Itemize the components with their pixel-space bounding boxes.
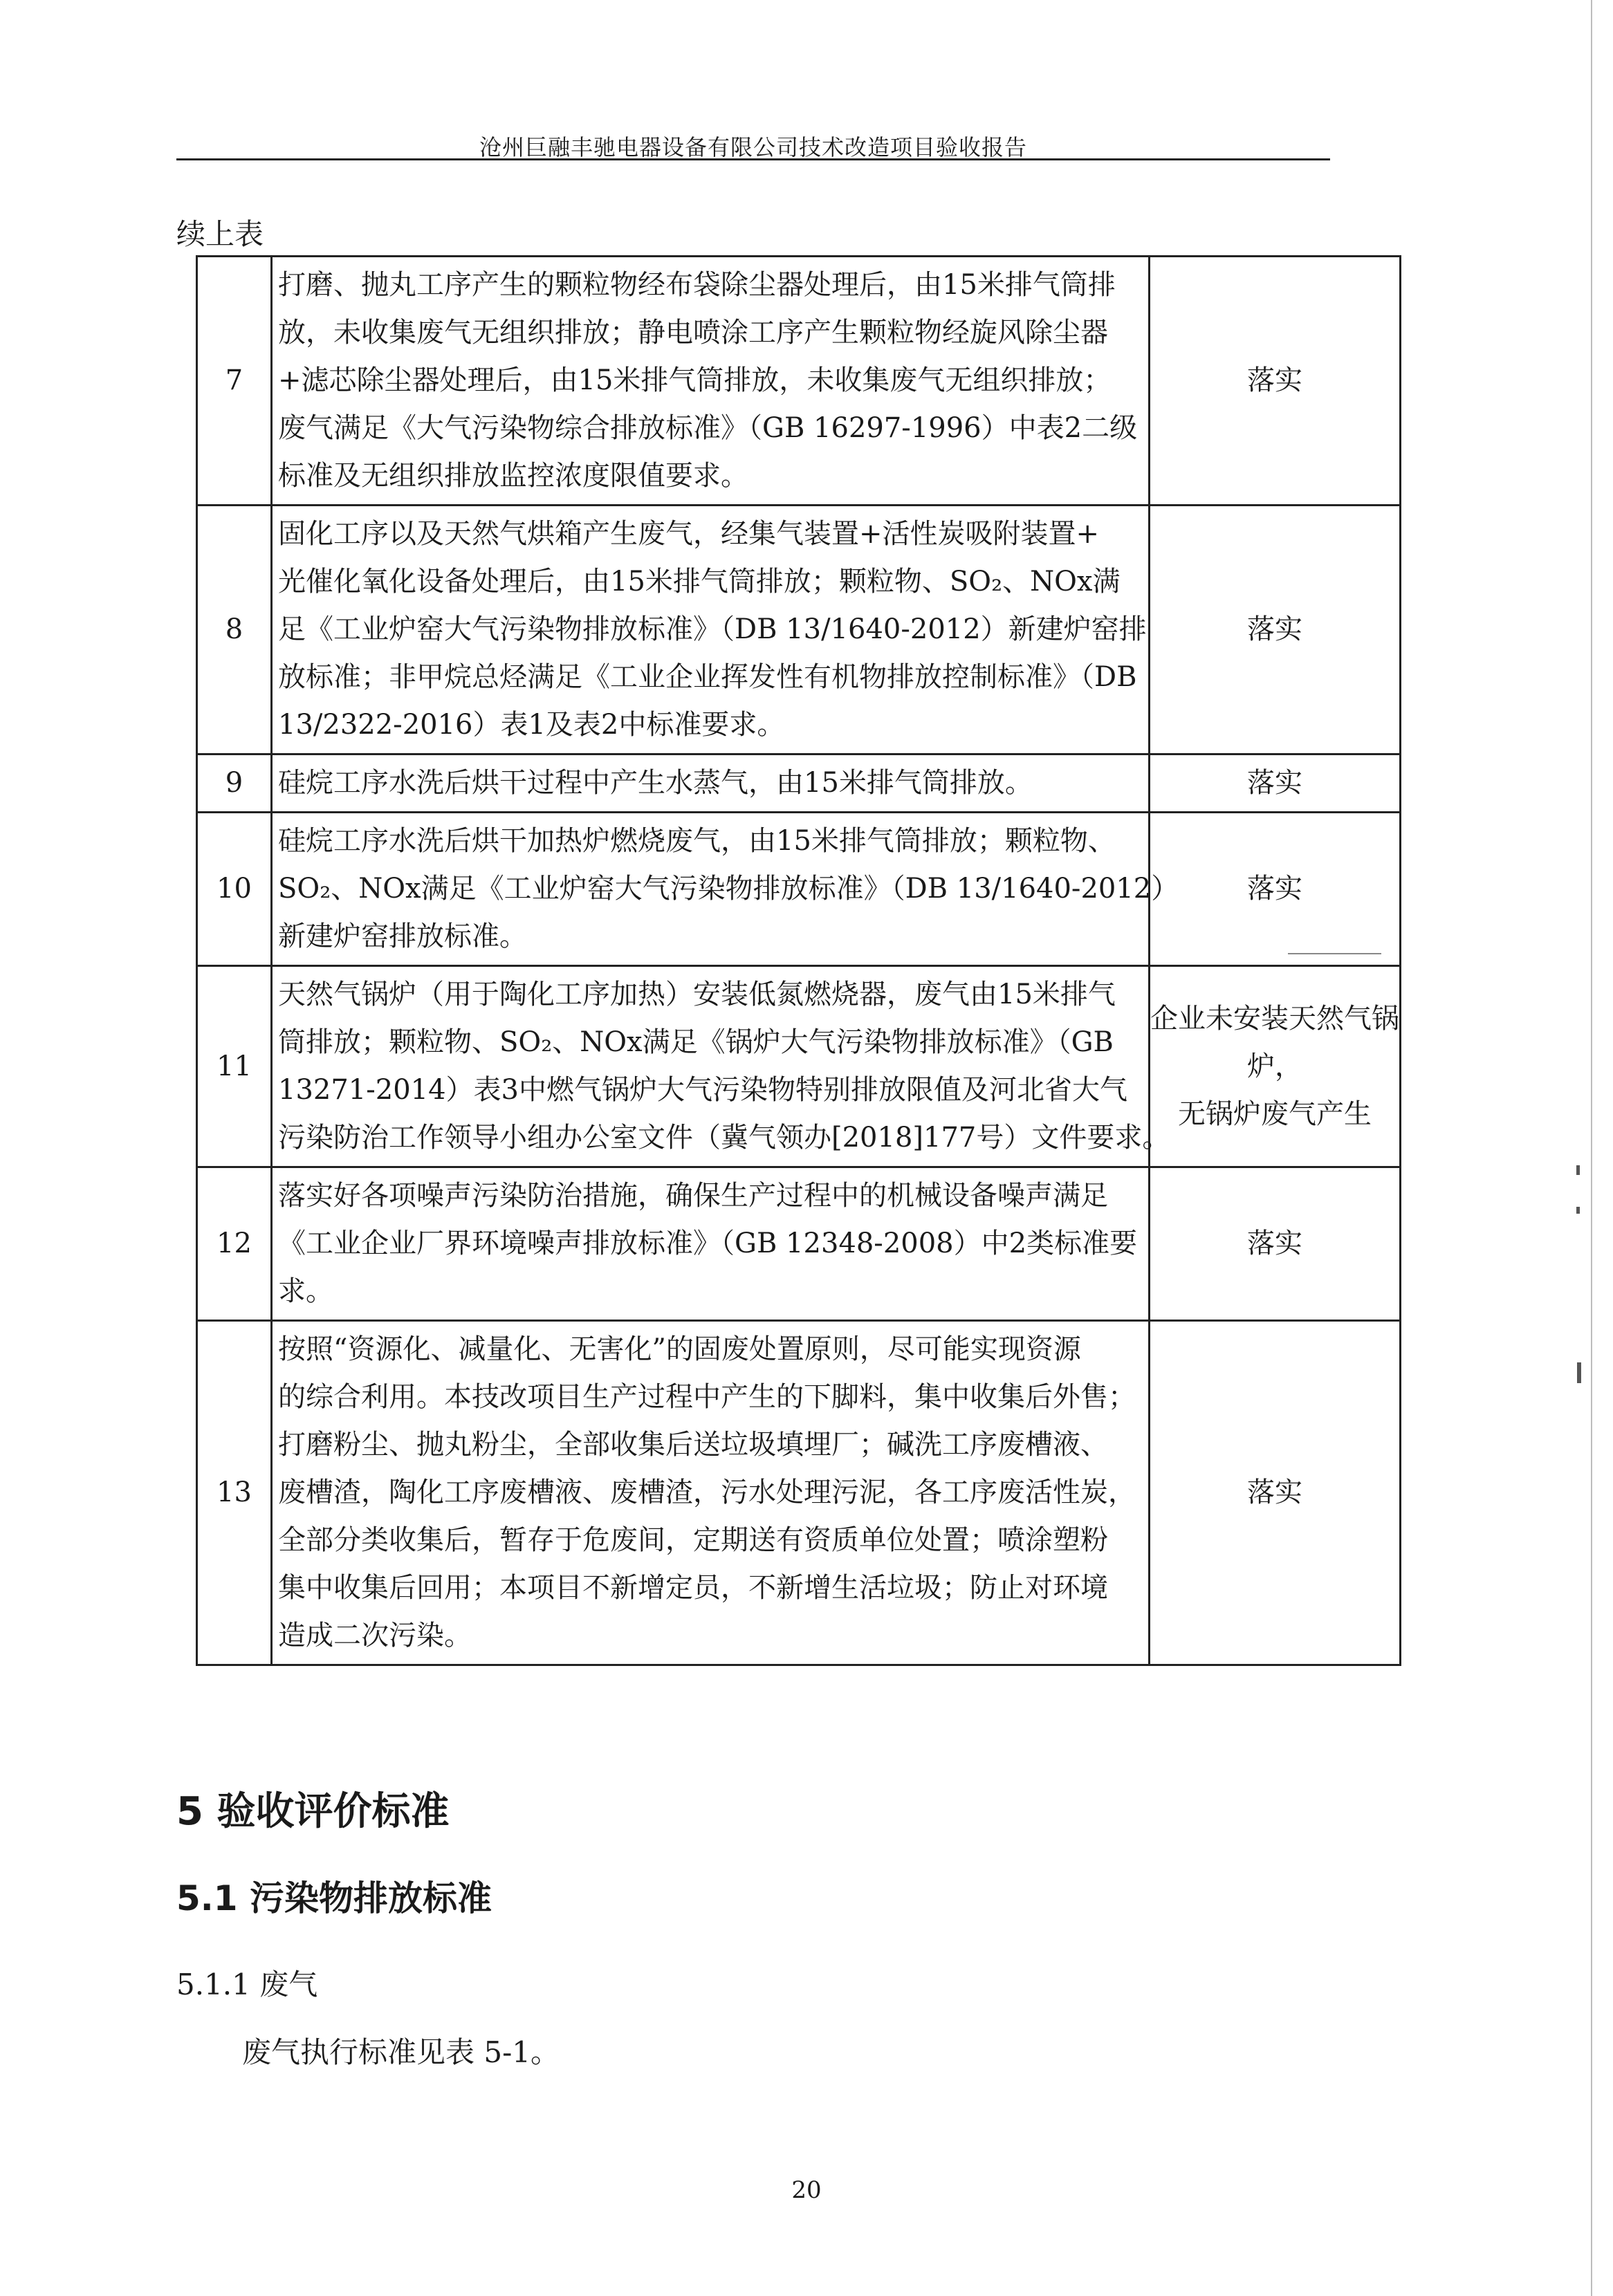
requirement-line: 13271-2014）表3中燃气锅炉大气污染物特别排放限值及河北省大气 [278,1074,1128,1106]
requirement-line: 全部分类收集后，暂存于危废间，定期送有资质单位处置；喷涂塑粉 [278,1524,1108,1556]
status-line: 落实 [1247,767,1302,799]
status-line: 落实 [1247,1476,1302,1508]
implementation-status [1150,257,1401,506]
scan-mark [1577,1362,1581,1383]
status-line: 无锅炉废气产生 [1178,1098,1372,1130]
table-row [197,257,1401,506]
implementation-status [1150,813,1401,966]
status-line: 企业未安装天然气锅炉， [1150,1002,1399,1082]
requirement-line: 的综合利用。本技改项目生产过程中产生的下脚料，集中收集后外售； [278,1381,1136,1413]
requirement-line: 落实好各项噪声污染防治措施，确保生产过程中的机械设备噪声满足 [278,1180,1108,1212]
implementation-status [1150,1321,1401,1665]
table-row [197,813,1401,966]
requirement-line: 废槽渣，陶化工序废槽液、废槽渣，污水处理污泥，各工序废活性炭， [278,1476,1136,1508]
requirement-line: 天然气锅炉（用于陶化工序加热）安装低氮燃烧器，废气由15米排气 [278,979,1116,1010]
table-row [197,754,1401,813]
requirement-line: 打磨、抛丸工序产生的颗粒物经布袋除尘器处理后，由15米排气筒排 [278,269,1116,301]
section-heading-5-1: 5.1 污染物排放标准 [176,1878,492,1918]
header-divider [176,158,1330,160]
table-row [197,1167,1401,1321]
status-line: 落实 [1247,364,1302,396]
table-continuation-label: 续上表 [176,217,264,251]
requirement-line: 光催化氧化设备处理后，由15米排气筒排放；颗粒物、SO₂、NOx满 [278,566,1121,598]
implementation-status [1150,966,1401,1167]
scan-mark [1288,953,1381,954]
requirement-line: 按照“资源化、减量化、无害化”的固废处置原则，尽可能实现资源 [278,1333,1081,1365]
requirement-line: 固化工序以及天然气烘箱产生废气，经集气装置+活性炭吸附装置+ [278,518,1100,550]
scan-edge-line [1591,0,1592,2296]
implementation-status [1150,754,1401,813]
requirement-line: 求。 [278,1275,333,1307]
requirement-line: 放，未收集废气无组织排放；静电喷涂工序产生颗粒物经旋风除尘器 [278,317,1108,349]
requirement-line: 污染防治工作领导小组办公室文件（冀气领办[2018]177号）文件要求。 [278,1122,1170,1154]
table-row [197,966,1401,1167]
table-row [197,1321,1401,1665]
requirement-line: 硅烷工序水洗后烘干加热炉燃烧废气，由15米排气筒排放；颗粒物、 [278,825,1116,857]
implementation-status [1150,1167,1401,1321]
section-heading-5: 5 验收评价标准 [176,1789,450,1834]
section-heading-5-1-1: 5.1.1 废气 [176,1968,318,2001]
requirement-line: 废气满足《大气污染物综合排放标准》（GB 16297-1996）中表2二级 [278,412,1138,444]
requirement-line: 《工业企业厂界环境噪声排放标准》（GB 12348-2008）中2类标准要 [278,1228,1138,1259]
report-header-title: 沧州巨融丰驰电器设备有限公司技术改造项目验收报告 [479,134,1027,160]
row-number: 9 [197,754,272,813]
requirement-line: 标准及无组织排放监控浓度限值要求。 [278,460,748,492]
requirement-description [272,506,1150,754]
requirements-table-body [197,257,1401,1665]
requirement-line: 筒排放；颗粒物、SO₂、NOx满足《锅炉大气污染物排放标准》（GB [278,1026,1114,1058]
requirement-line: 足《工业炉窑大气污染物排放标准》（DB 13/1640-2012）新建炉窑排 [278,613,1147,645]
row-number: 11 [197,966,272,1167]
implementation-status [1150,506,1401,754]
requirement-line: +滤芯除尘器处理后，由15米排气筒排放，未收集废气无组织排放； [278,364,1112,396]
requirements-table [196,255,1401,1666]
row-number: 10 [197,813,272,966]
status-line: 落实 [1247,873,1302,905]
requirement-line: 打磨粉尘、抛丸粉尘，全部收集后送垃圾填埋厂；碱洗工序废槽液、 [278,1429,1108,1461]
requirement-line: 造成二次污染。 [278,1620,472,1651]
scan-mark [1576,1207,1580,1214]
requirement-description [272,813,1179,966]
page-number: 20 [791,2176,822,2204]
requirement-description [272,1167,1150,1321]
requirement-line: 放标准；非甲烷总烃满足《工业企业挥发性有机物排放控制标准》（DB [278,661,1137,693]
requirement-line: 集中收集后回用；本项目不新增定员，不新增生活垃圾；防止对环境 [278,1572,1108,1604]
requirement-description [272,754,1150,813]
status-line: 落实 [1247,613,1302,645]
requirement-description [272,966,1170,1167]
requirement-line: 硅烷工序水洗后烘干过程中产生水蒸气，由15米排气筒排放。 [278,767,1033,799]
table-row [197,506,1401,754]
status-line: 落实 [1247,1228,1302,1259]
requirement-line: 13/2322-2016）表1及表2中标准要求。 [278,709,785,741]
row-number: 8 [197,506,272,754]
row-number: 7 [197,257,272,506]
row-number: 13 [197,1321,272,1665]
section-paragraph: 废气执行标准见表 5-1。 [242,2035,560,2069]
requirement-line: 新建炉窑排放标准。 [278,920,527,952]
requirement-description [272,1321,1150,1665]
requirement-line: SO₂、NOx满足《工业炉窑大气污染物排放标准》（DB 13/1640-2012） [278,873,1179,905]
scan-mark [1576,1165,1580,1175]
requirement-description [272,257,1150,506]
row-number: 12 [197,1167,272,1321]
